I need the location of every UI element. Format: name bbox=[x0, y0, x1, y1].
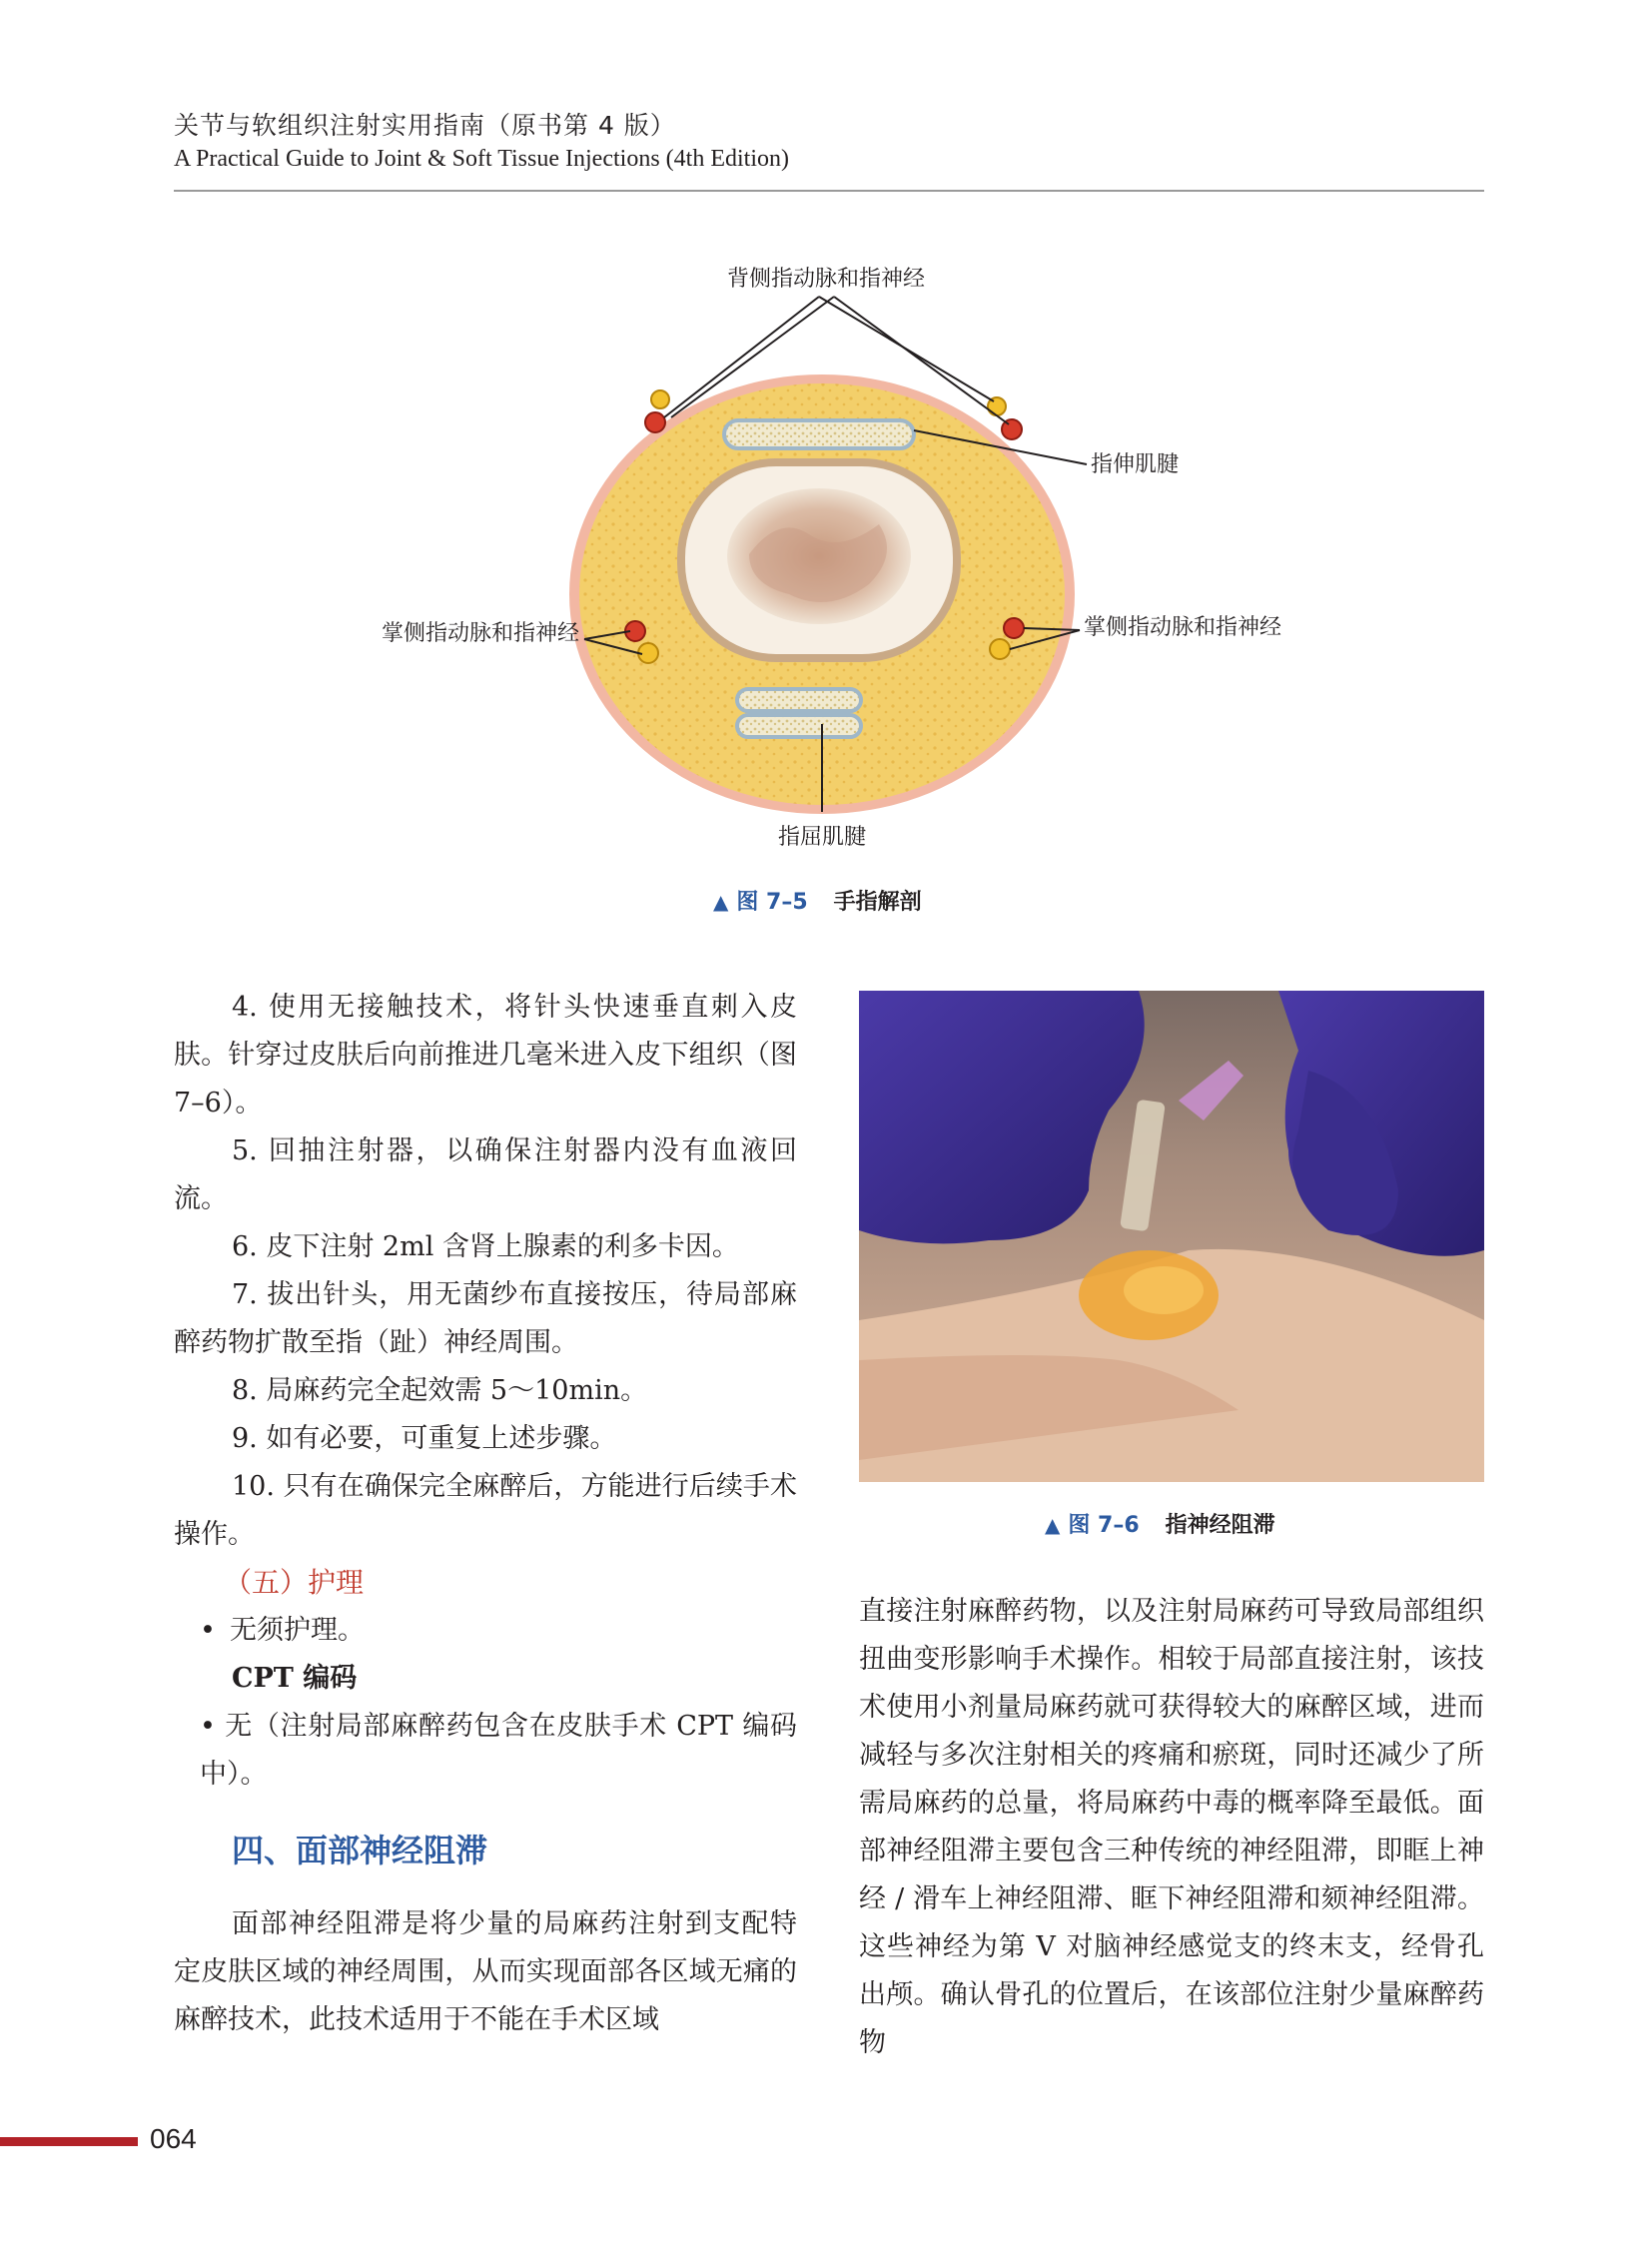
header-divider bbox=[174, 190, 1484, 192]
step-4: 4. 使用无接触技术，将针头快速垂直刺入皮肤。针穿过皮肤后向前推进几毫米进入皮下组织（图 7–6）。 bbox=[174, 992, 797, 1119]
palmar-nerve-right bbox=[990, 639, 1010, 659]
caption-title: 手指解剖 bbox=[833, 890, 922, 915]
dorsal-artery-left bbox=[645, 412, 665, 432]
extensor-tendon bbox=[724, 420, 914, 448]
care-bullet: • 无须护理。 bbox=[200, 1615, 365, 1646]
caption-title: 指神经阻滞 bbox=[1165, 1513, 1275, 1538]
step-8: 8. 局麻药完全起效需 5～10min。 bbox=[232, 1375, 648, 1406]
caption-triangle-icon: ▲ bbox=[1045, 1513, 1061, 1537]
step-5: 5. 回抽注射器，以确保注射器内没有血液回流。 bbox=[174, 1135, 797, 1214]
facial-block-continued: 直接注射麻醉药物，以及注射局麻药可导致局部组织扭曲变形影响手术操作。相较于局部直接注射，该技术使用小剂量局麻药就可获得较大的麻醉区域，进而减轻与多次注射相关的疼痛和瘀斑，同时还减少了所需局麻药的总量，将局麻药中毒的概率降至最低。面部神经阻滞主要包含三种传统的神经阻滞，即眶上神经 / 滑车上神经阻滞、眶下神经阻滞和颏神经阻滞。这些神经为第 Ⅴ 对脑神经感觉支的终末支，经骨孔出颅。确认骨孔的位置后，在该部位注射少量麻醉药物 bbox=[859, 1596, 1484, 2058]
section-4-title: 四、面部神经阻滞 bbox=[232, 1832, 488, 1869]
page-number: 064 bbox=[150, 2123, 197, 2154]
flexor-tendon-lower bbox=[737, 715, 861, 737]
flexor-tendon-upper bbox=[737, 689, 861, 711]
label-palmar-right: 掌侧指动脉和指神经 bbox=[1084, 615, 1282, 640]
left-text-column bbox=[174, 984, 797, 2044]
label-extensor-tendon: 指伸肌腱 bbox=[1091, 452, 1180, 477]
step-6: 6. 皮下注射 2ml 含肾上腺素的利多卡因。 bbox=[232, 1231, 739, 1262]
digital-nerve-block-photo bbox=[859, 991, 1484, 1482]
footer-accent-bar bbox=[0, 2137, 138, 2146]
dorsal-nerve-left bbox=[651, 390, 669, 408]
caption-number: 图 7–5 bbox=[736, 890, 808, 915]
caption-triangle-icon: ▲ bbox=[713, 890, 729, 914]
cpt-bullet: • 无（注射局部麻醉药包含在皮肤手术 CPT 编码中）。 bbox=[200, 1711, 797, 1790]
step-9: 9. 如有必要，可重复上述步骤。 bbox=[232, 1423, 617, 1454]
label-flexor-tendon: 指屈肌腱 bbox=[777, 825, 867, 850]
label-dorsal-artery-nerve: 背侧指动脉和指神经 bbox=[726, 267, 926, 292]
finger-anatomy-figure bbox=[330, 255, 1328, 894]
cpt-heading: CPT 编码 bbox=[232, 1663, 358, 1694]
facial-block-intro: 面部神经阻滞是将少量的局麻药注射到支配特定皮肤区域的神经周围，从而实现面部各区域无痛的麻醉技术，此技术适用于不能在手术区域 bbox=[174, 1908, 797, 2035]
step-10: 10. 只有在确保完全麻醉后，方能进行后续手术操作。 bbox=[174, 1471, 797, 1550]
figure-7-5-caption bbox=[713, 885, 922, 916]
running-header-title-en: A Practical Guide to Joint & Soft Tissue Injections (4th Edition) bbox=[174, 146, 789, 172]
running-header-title-cn: 关节与软组织注射实用指南（原书第 4 版） bbox=[174, 111, 676, 140]
palmar-artery-right bbox=[1004, 618, 1024, 638]
right-text-column bbox=[859, 1588, 1484, 2067]
care-heading: （五）护理 bbox=[224, 1566, 365, 1599]
caption-number: 图 7–6 bbox=[1068, 1513, 1140, 1538]
label-palmar-left: 掌侧指动脉和指神经 bbox=[381, 621, 579, 646]
step-7: 7. 拔出针头，用无菌纱布直接按压，待局部麻醉药物扩散至指（趾）神经周围。 bbox=[174, 1279, 797, 1358]
figure-7-6-caption bbox=[1045, 1508, 1275, 1539]
